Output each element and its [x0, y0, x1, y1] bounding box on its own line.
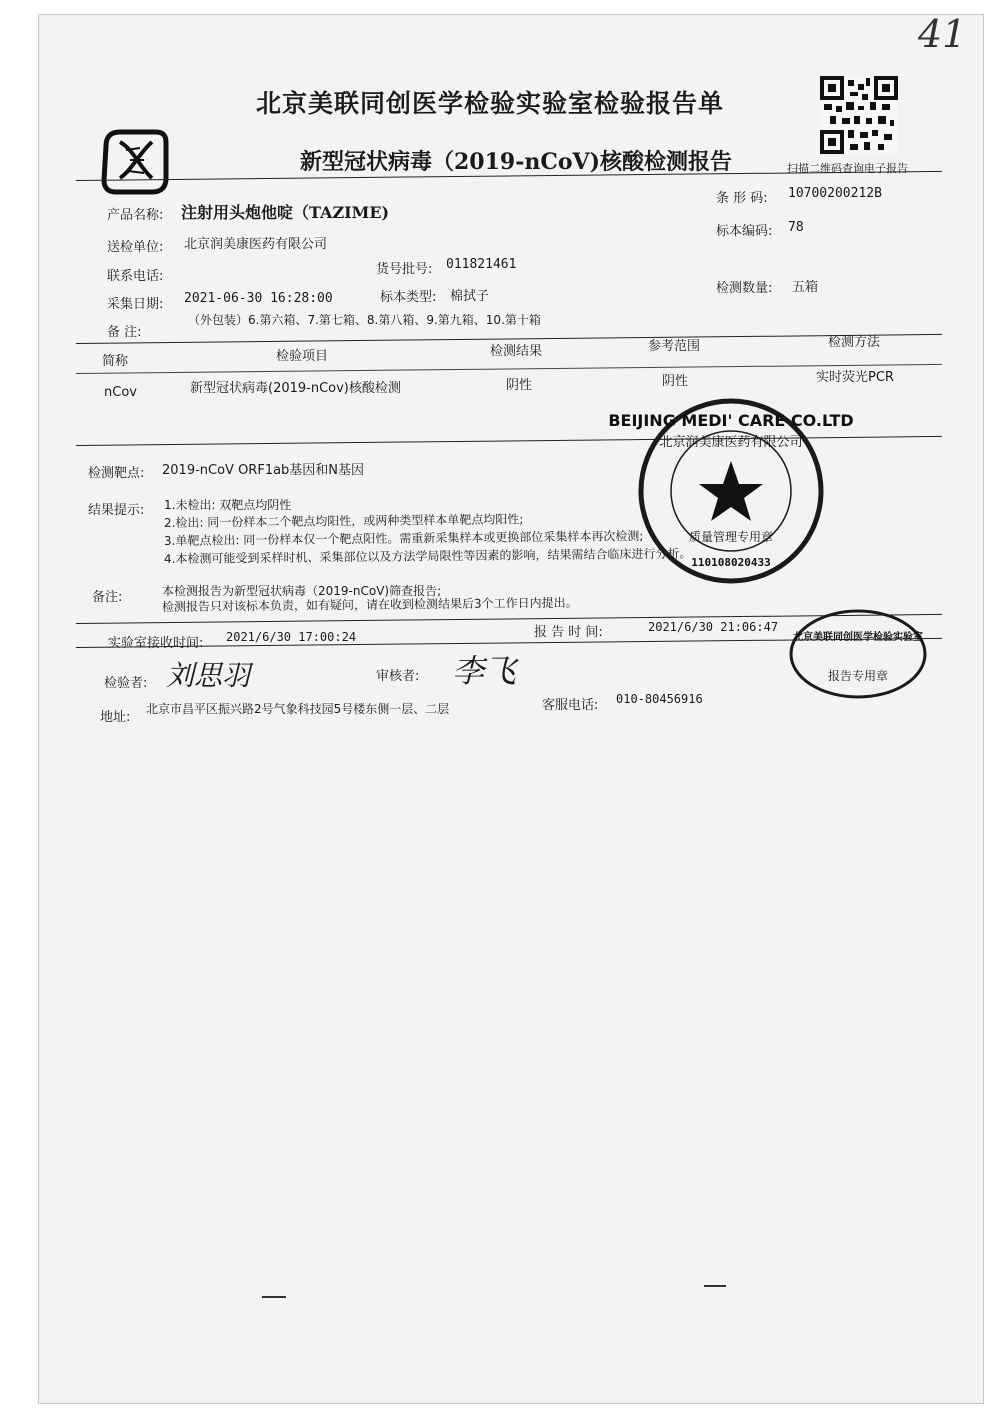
sample-type-value: 棉拭子 [450, 289, 490, 304]
reviewer-signature: 李飞 [452, 652, 517, 690]
scan-mark-right [704, 1285, 726, 1287]
qr-caption: 扫描二维码查询电子报告 [787, 162, 908, 175]
row-result: 阴性 [506, 378, 533, 393]
row-range: 阴性 [662, 374, 689, 389]
barcode-label: 条 形 码: [716, 191, 768, 206]
hints-label: 结果提示: [88, 503, 145, 518]
lab-logo [100, 128, 170, 196]
remark-value: （外包装）6.第六箱、7.第七箱、8.第八箱、9.第九箱、10.第十箱 [188, 313, 541, 327]
lab-seal-ring-text: 北京美联同创医学检验实验室 [793, 632, 923, 643]
tester-signature: 刘思羽 [166, 659, 251, 692]
seal-dept-text: 质量管理专用章 [688, 530, 774, 544]
target-value: 2019-nCoV ORF1ab基因和N基因 [162, 463, 365, 478]
col-result-header: 检测结果 [490, 344, 543, 359]
report-time-value: 2021/6/30 21:06:47 [648, 620, 779, 634]
sample-type-label: 标本类型: [380, 290, 437, 305]
company-seal [608, 396, 854, 586]
service-label: 客服电话: [542, 698, 599, 713]
remark-label: 备 注: [107, 325, 142, 340]
product-label: 产品名称: [107, 208, 164, 223]
qty-value: 五箱 [792, 280, 819, 295]
qr-code [820, 76, 898, 154]
report-time-label: 报 告 时 间: [534, 625, 603, 640]
barcode-value: 10700200212B [788, 186, 882, 201]
reviewer-label: 审核者: [376, 669, 420, 684]
address-label: 地址: [100, 710, 131, 725]
sample-no-value: 78 [788, 220, 804, 235]
hint-1: 1.未检出: 双靶点均阴性 [164, 498, 292, 512]
row-item: 新型冠状病毒(2019-nCov)核酸检测 [190, 381, 401, 396]
lab-seal-center-text: 报告专用章 [827, 669, 889, 683]
collect-value: 2021-06-30 16:28:00 [184, 291, 333, 306]
notes-label: 备注: [92, 590, 123, 605]
lab-report-seal [788, 608, 928, 700]
col-abbr-header: 简称 [102, 354, 129, 369]
seal-ring-text: BEIJING MEDI' CARE CO.LTD [608, 411, 854, 430]
received-label: 实验室接收时间: [108, 636, 204, 651]
sender-label: 送检单位: [107, 240, 164, 255]
col-item-header: 检验项目 [276, 349, 329, 364]
received-value: 2021/6/30 17:00:24 [226, 630, 357, 644]
report-subtitle: 新型冠状病毒（2019-nCoV)核酸检测报告 [300, 149, 733, 175]
product-value: 注射用头炮他啶（TAZIME) [181, 203, 390, 222]
scan-mark-left [262, 1296, 286, 1298]
batch-value: 011821461 [446, 257, 517, 272]
sample-no-label: 标本编码: [716, 224, 773, 239]
phone-label: 联系电话: [107, 269, 164, 284]
seal-inner-text: 北京润美康医药有限公司 [659, 435, 803, 450]
row-method: 实时荧光PCR [816, 370, 894, 385]
address-value: 北京市昌平区振兴路2号气象科技园5号楼东侧一层、二层 [146, 702, 450, 716]
hint-4: 4.本检测可能受到采样时机、采集部位以及方法学局限性等因素的影响，结果需结合临床进行分析。 [163, 546, 692, 566]
collect-label: 采集日期: [107, 297, 164, 312]
notes-line-1: 本检测报告为新型冠状病毒（2019-nCoV)筛查报告; [162, 584, 442, 598]
row-abbr: nCov [104, 385, 137, 400]
target-label: 检测靶点: [88, 466, 145, 481]
col-range-header: 参考范围 [648, 339, 701, 354]
sender-value: 北京润美康医药有限公司 [184, 237, 328, 252]
tester-label: 检验者: [104, 676, 148, 691]
report-title: 北京美联同创医学检验实验室检验报告单 [256, 89, 725, 118]
hint-3: 3.单靶点检出: 同一份样本仅一个靶点阳性。需重新采集样本或更换部位采集样本再次检测; [163, 528, 644, 548]
batch-label: 货号批号: [376, 262, 433, 277]
hint-2: 2.检出: 同一份样本二个靶点均阳性，或两种类型样本单靶点均阳性; [163, 512, 524, 530]
service-value: 010-80456916 [616, 692, 703, 706]
notes-line-2: 检测报告只对该标本负责，如有疑问，请在收到检测结果后3个工作日内提出。 [161, 595, 578, 614]
seal-number: 110108020433 [691, 556, 771, 569]
qty-label: 检测数量: [716, 281, 773, 296]
page-number: 41 [918, 12, 967, 56]
col-method-header: 检测方法 [828, 335, 881, 350]
